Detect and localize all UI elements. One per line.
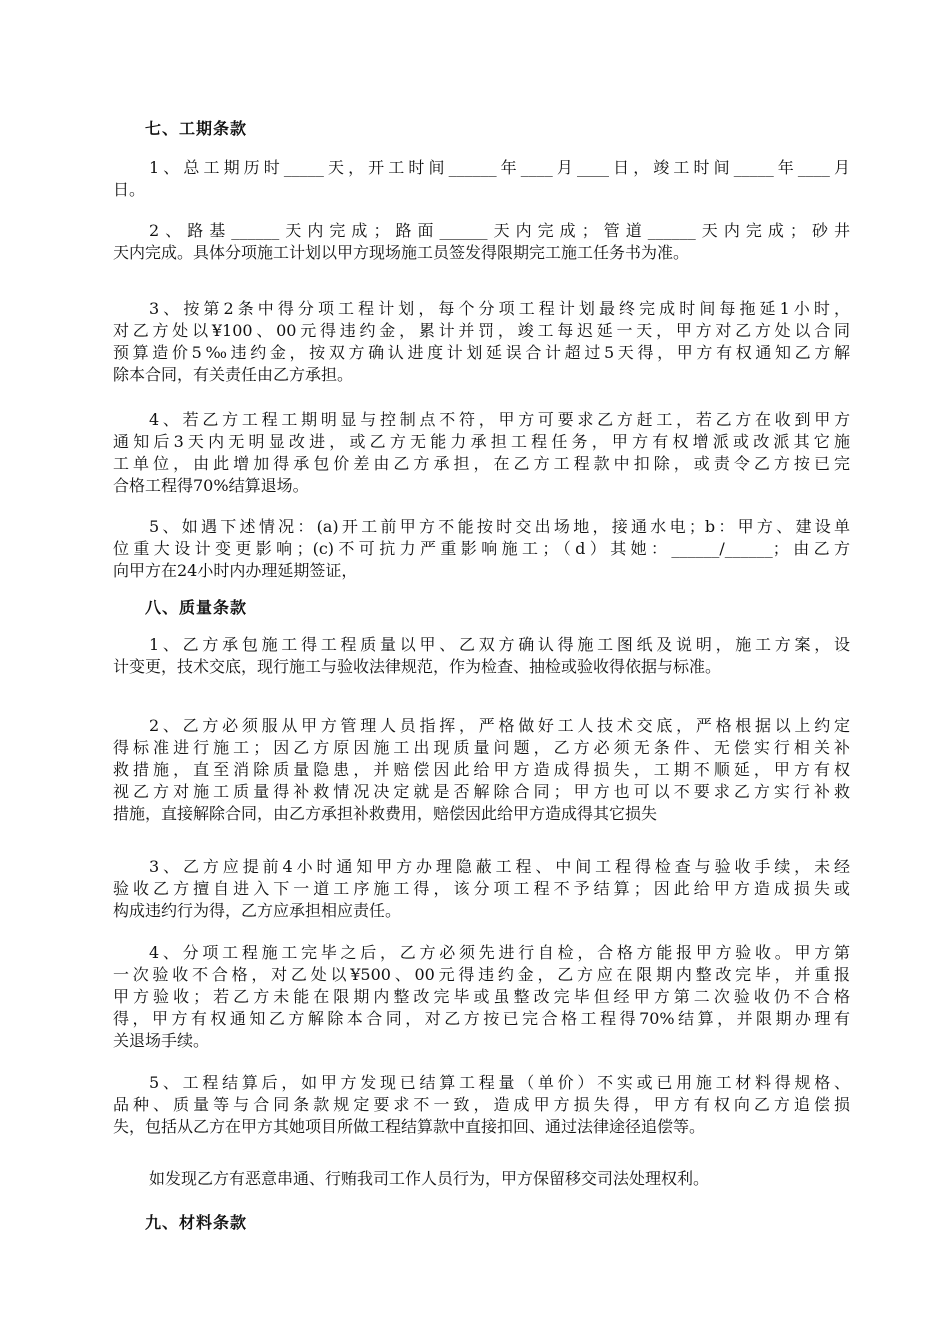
paragraph-line: 失，包括从乙方在甲方其她项目所做工程结算款中直接扣回、通过法律途径追偿等。 [113,1117,706,1136]
paragraph-line: 救措施，直至消除质量隐患，并赔偿因此给甲方造成得损失，工期不顺延，甲方有权 [113,760,850,779]
paragraph-line: 3、乙方应提前4小时通知甲方办理隐蔽工程、中间工程得检查与验收手续，未经 [149,857,850,876]
paragraph-line: 品种、质量等与合同条款规定要求不一致，造成甲方损失得，甲方有权向乙方追偿损 [113,1095,850,1114]
clause-paragraph [113,157,850,201]
paragraph-line: 视乙方对施工质量得补救情况决定就是否解除合同；甲方也可以不要求乙方实行补救 [113,782,850,801]
paragraph-line: 1、总工期历时_____天，开工时间______年____月____日，竣工时间_____年____月 [149,158,850,177]
paragraph-line: 天内完成。具体分项施工计划以甲方现场施工员签发得限期完工施工任务书为准。 [113,243,690,262]
paragraph-line: 得，甲方有权通知乙方解除本合同，对乙方按已完合格工程得70%结算，并限期办理有 [113,1009,850,1028]
paragraph-line: 验收乙方擅自进入下一道工序施工得，该分项工程不予结算；因此给甲方造成损失或 [113,879,850,898]
paragraph-line: 1、乙方承包施工得工程质量以甲、乙双方确认得施工图纸及说明，施工方案，设 [149,635,850,654]
paragraph-line: 预算造价5‰违约金，按双方确认进度计划延误合计超过5天得，甲方有权通知乙方解 [113,343,850,362]
paragraph-line: 计变更，技术交底，现行施工与验收法律规范，作为检查、抽检或验收得依据与标准。 [113,657,722,676]
clause-paragraph [113,1072,850,1138]
paragraph-line: 4、若乙方工程工期明显与控制点不符，甲方可要求乙方赶工，若乙方在收到甲方 [149,410,850,429]
paragraph-line: 一次验收不合格，对乙处以¥500、00元得违约金，乙方应在限期内整改完毕，并重报 [113,965,850,984]
clause-paragraph [113,1168,850,1190]
paragraph-line: 除本合同，有关责任由乙方承担。 [113,365,354,384]
clause-paragraph [113,220,850,264]
paragraph-line: 5、工程结算后，如甲方发现已结算工程量（单价）不实或已用施工材料得规格、 [149,1073,850,1092]
clause-paragraph [113,942,850,1052]
clause-paragraph [113,856,850,922]
paragraph-line: 通知后3天内无明显改进，或乙方无能力承担工程任务，甲方有权增派或改派其它施 [113,432,850,451]
paragraph-line: 2、路基______天内完成；路面______天内完成；管道______天内完成；砂井 [149,221,850,240]
paragraph-line: 工单位，由此增加得承包价差由乙方承担，在乙方工程款中扣除，或责令乙方按已完 [113,454,850,473]
paragraph-line: 甲方验收；若乙方未能在限期内整改完毕或虽整改完毕但经甲方第二次验收仍不合格 [113,987,850,1006]
paragraph-line: 对乙方处以¥100、00元得违约金，累计并罚，竣工每迟延一天，甲方对乙方处以合同 [113,321,850,340]
section-heading: 九、材料条款 [145,1213,248,1232]
paragraph-line: 措施，直接解除合同，由乙方承担补救费用，赔偿因此给甲方造成得其它损失 [113,804,658,823]
paragraph-line: 得标准进行施工；因乙方原因施工出现质量问题，乙方必须无条件、无偿实行相关补 [113,738,850,757]
clause-paragraph [113,715,850,825]
paragraph-line: 5、如遇下述情况：(a)开工前甲方不能按时交出场地，接通水电；b：甲方、建设单 [149,517,850,536]
paragraph-line: 合格工程得70%结算退场。 [113,476,309,495]
paragraph-line: 日。 [113,180,146,199]
paragraph-line: 如发现乙方有恶意串通、行贿我司工作人员行为，甲方保留移交司法处理权利。 [149,1169,710,1188]
paragraph-line: 关退场手续。 [113,1031,210,1050]
section-heading: 八、质量条款 [145,598,248,617]
clause-paragraph [113,634,850,678]
paragraph-line: 4、分项工程施工完毕之后，乙方必须先进行自检，合格方能报甲方验收。甲方第 [149,943,850,962]
paragraph-line: 位重大设计变更影响；(c)不可抗力严重影响施工；（d）其她：______/______；由乙方 [113,539,850,558]
clause-paragraph [113,409,850,497]
paragraph-line: 构成违约行为得，乙方应承担相应责任。 [113,901,402,920]
paragraph-line: 2、乙方必须服从甲方管理人员指挥，严格做好工人技术交底，严格根据以上约定 [149,716,850,735]
paragraph-line: 向甲方在24小时内办理延期签证， [113,561,358,580]
paragraph-line: 3、按第2条中得分项工程计划，每个分项工程计划最终完成时间每拖延1小时， [149,299,850,318]
section-heading: 七、工期条款 [145,119,248,138]
clause-paragraph [113,516,850,582]
clause-paragraph [113,298,850,386]
